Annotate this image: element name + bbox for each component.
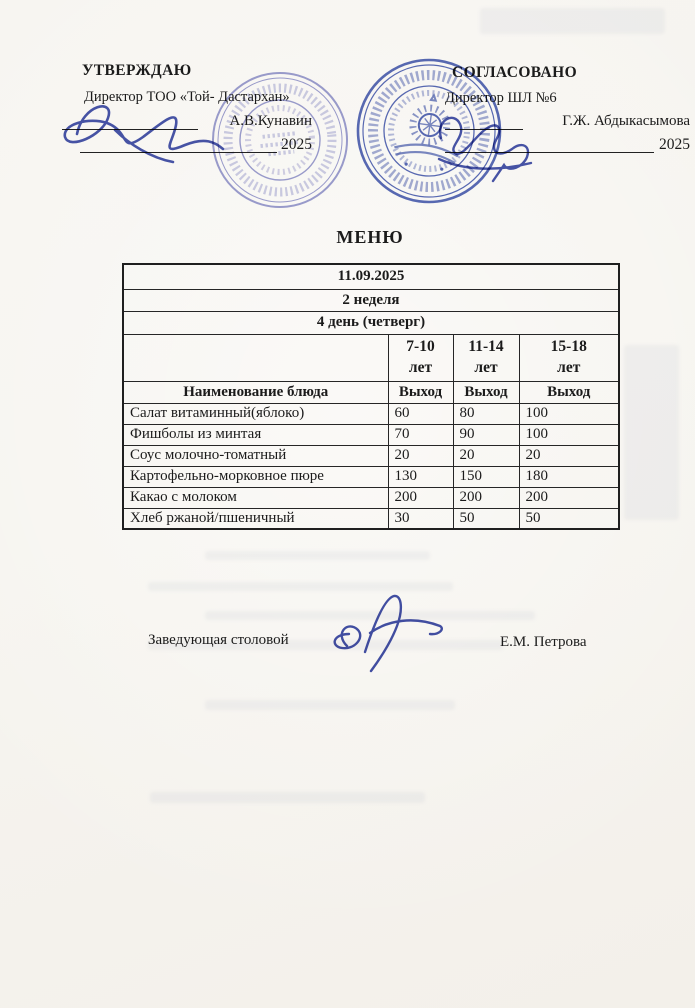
bleedthrough-artifact — [480, 8, 665, 34]
portion-value: 50 — [453, 508, 519, 529]
approval-left-subheading: Директор ТОО «Той- Дастархан» — [84, 88, 290, 105]
age-range: 15-18 — [550, 337, 587, 355]
age-unit: лет — [557, 358, 581, 376]
menu-date: 11.09.2025 — [123, 264, 619, 289]
bleedthrough-artifact — [150, 792, 425, 803]
approval-right-year: 2025 — [659, 135, 690, 153]
bleedthrough-artifact — [205, 700, 455, 710]
portion-value: 100 — [519, 424, 619, 445]
table-row-dish — [123, 466, 619, 487]
footer-role-label: Заведующая столовой — [148, 632, 289, 648]
age-unit: лет — [474, 358, 498, 376]
table-row-week — [123, 289, 619, 311]
age-unit: лет — [408, 358, 433, 376]
dish-name: Соус молочно-томатный — [123, 445, 388, 466]
portion-column-header: Выход — [519, 381, 619, 403]
portion-value: 130 — [388, 466, 453, 487]
approval-left-year: 2025 — [281, 135, 312, 153]
portion-value: 70 — [388, 424, 453, 445]
menu-table — [122, 263, 620, 530]
signature-footer — [320, 588, 455, 680]
bleedthrough-artifact — [624, 345, 679, 520]
age-group-header — [453, 334, 519, 381]
portion-value: 200 — [453, 487, 519, 508]
table-row-day — [123, 311, 619, 334]
table-row-dish — [123, 424, 619, 445]
portion-value: 150 — [453, 466, 519, 487]
portion-value: 100 — [519, 403, 619, 424]
approval-right-signer: Г.Ж. Абдыкасымова — [562, 113, 690, 130]
dish-name: Фишболы из минтая — [123, 424, 388, 445]
menu-day: 4 день (четверг) — [123, 311, 619, 334]
empty-cell — [123, 334, 388, 381]
approval-left-heading: УТВЕРЖДАЮ — [82, 62, 192, 79]
table-row-dish — [123, 508, 619, 529]
portion-value: 30 — [388, 508, 453, 529]
dish-name: Хлеб ржаной/пшеничный — [123, 508, 388, 529]
approval-right-heading: СОГЛАСОВАНО — [452, 64, 578, 81]
age-group-header — [519, 334, 619, 381]
dish-name: Салат витаминный(яблоко) — [123, 403, 388, 424]
age-range: 7-10 — [406, 337, 435, 355]
portion-value: 200 — [519, 487, 619, 508]
portion-value: 60 — [388, 403, 453, 424]
table-row-date — [123, 264, 619, 289]
approval-left-signer: А.В.Кунавин — [229, 113, 312, 130]
table-row-dish — [123, 445, 619, 466]
signature-director-right — [433, 106, 551, 184]
dish-name: Какао с молоком — [123, 487, 388, 508]
portion-column-header: Выход — [453, 381, 519, 403]
portion-value: 200 — [388, 487, 453, 508]
dish-name: Картофельно-морковное пюре — [123, 466, 388, 487]
portion-value: 20 — [388, 445, 453, 466]
menu-week: 2 неделя — [123, 289, 619, 311]
portion-column-header: Выход — [388, 381, 453, 403]
portion-value: 180 — [519, 466, 619, 487]
table-row-dish — [123, 403, 619, 424]
approval-right-subheading: Директор ШЛ №6 — [445, 89, 557, 106]
dish-column-header: Наименование блюда — [123, 381, 388, 403]
portion-value: 20 — [453, 445, 519, 466]
signature-director-left — [55, 96, 230, 168]
footer-signer-name: Е.М. Петрова — [500, 634, 587, 650]
age-group-header — [388, 334, 453, 381]
table-row-dish — [123, 487, 619, 508]
age-range: 11-14 — [468, 337, 504, 355]
page-title: МЕНЮ — [336, 227, 404, 247]
portion-value: 50 — [519, 508, 619, 529]
bleedthrough-artifact — [205, 551, 430, 560]
portion-value: 90 — [453, 424, 519, 445]
table-row-column-headers — [123, 381, 619, 403]
portion-value: 20 — [519, 445, 619, 466]
portion-value: 80 — [453, 403, 519, 424]
table-row-age-groups — [123, 334, 619, 381]
